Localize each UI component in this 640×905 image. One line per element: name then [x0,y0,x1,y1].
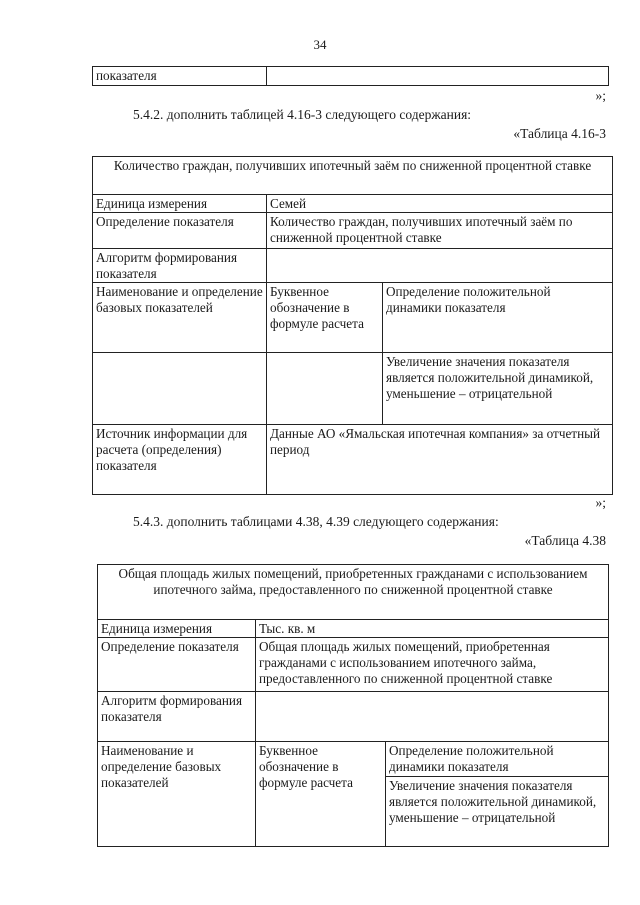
empty-cell [267,353,383,425]
table-title: Количество граждан, получивших ипотечный заём по сниженной процентной ставке [93,157,613,195]
unit-value: Семей [267,195,613,213]
positive-dynamics-text: Увеличение значения показателя является положительной динамикой, уменьшение – отрицательной [383,353,613,425]
source-value: Данные АО «Ямальская ипотечная компания» за отчетный период [267,425,613,495]
continuation-cell: показателя [93,67,267,86]
algorithm-label: Алгоритм формирования показателя [98,692,256,742]
empty-cell [93,353,267,425]
base-indicators-label: Наименование и определение базовых показателей [93,283,267,353]
definition-value: Общая площадь жилых помещений, приобретенная гражданами с использованием ипотечного займа, предоставленного по сниженной процентной ставке [256,638,609,692]
end-mark-1: »; [595,88,606,103]
paragraph-5-4-2: 5.4.2. дополнить таблицей 4.16-3 следующего содержания: [133,107,472,122]
source-label: Источник информации для расчета (определения) показателя [93,425,267,495]
unit-label: Единица измерения [98,620,256,638]
table-4-38 [97,564,609,847]
table-caption-4-16-3: «Таблица 4.16-3 [513,126,606,141]
page-number: 34 [313,37,327,52]
definition-label: Определение показателя [98,638,256,692]
table-caption-4-38: «Таблица 4.38 [524,533,606,548]
algorithm-value [256,692,609,742]
positive-dynamics-label: Определение положительной динамики показателя [386,742,609,777]
definition-label: Определение показателя [93,213,267,249]
positive-dynamics-label: Определение положительной динамики показателя [383,283,613,353]
letter-designation-label: Буквенное обозначение в формуле расчета [256,742,386,847]
continuation-table [92,66,609,86]
algorithm-label: Алгоритм формирования показателя [93,249,267,283]
paragraph-5-4-3: 5.4.3. дополнить таблицами 4.38, 4.39 следующего содержания: [133,514,499,529]
continuation-empty-cell [267,67,609,86]
unit-value: Тыс. кв. м [256,620,609,638]
end-mark-2: »; [595,495,606,510]
table-title: Общая площадь жилых помещений, приобретенных гражданами с использованием ипотечного займа, предоставленного по сниженной процентной ставке [98,565,609,620]
algorithm-value [267,249,613,283]
positive-dynamics-text: Увеличение значения показателя является положительной динамикой, уменьшение – отрицательной [386,777,609,847]
letter-designation-label: Буквенное обозначение в формуле расчета [267,283,383,353]
table-4-16-3 [92,156,613,495]
base-indicators-label: Наименование и определение базовых показателей [98,742,256,847]
unit-label: Единица измерения [93,195,267,213]
definition-value: Количество граждан, получивших ипотечный заём по сниженной процентной ставке [267,213,613,249]
